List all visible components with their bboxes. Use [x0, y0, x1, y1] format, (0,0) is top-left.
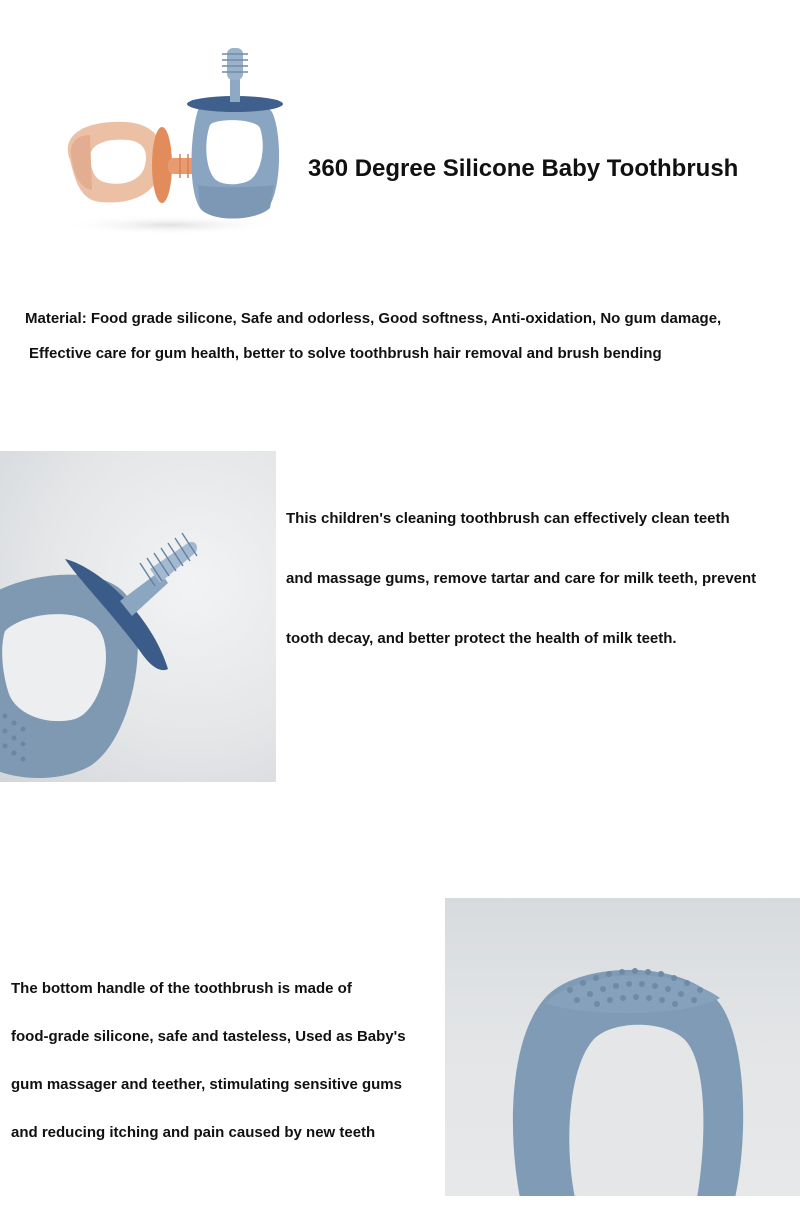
- toothbrush-pair-illustration: [50, 40, 295, 240]
- teether-handle-illustration: [445, 898, 800, 1196]
- material-line-1: Material: Food grade silicone, Safe and odorless, Good softness, Anti-oxidation, No gum damage,: [25, 310, 722, 327]
- tilted-toothbrush-illustration: [0, 451, 276, 782]
- handle-product-image: [445, 898, 800, 1196]
- cleaning-text-line-3: tooth decay, and better protect the health of milk teeth.: [286, 630, 677, 647]
- hero-product-image: [50, 40, 295, 240]
- handle-text-line-2: food-grade silicone, safe and tasteless, Used as Baby's: [11, 1028, 406, 1045]
- handle-text-line-4: and reducing itching and pain caused by new teeth: [11, 1124, 376, 1141]
- handle-text-line-1: The bottom handle of the toothbrush is made of: [11, 980, 352, 997]
- cleaning-text-line-1: This children's cleaning toothbrush can effectively clean teeth: [286, 510, 730, 527]
- cleaning-product-image: [0, 451, 276, 782]
- handle-text-line-3: gum massager and teether, stimulating sensitive gums: [11, 1076, 402, 1093]
- page-title: 360 Degree Silicone Baby Toothbrush: [308, 155, 739, 182]
- material-line-2: Effective care for gum health, better to solve toothbrush hair removal and brush bending: [29, 345, 662, 362]
- cleaning-text-line-2: and massage gums, remove tartar and care for milk teeth, prevent: [286, 570, 757, 587]
